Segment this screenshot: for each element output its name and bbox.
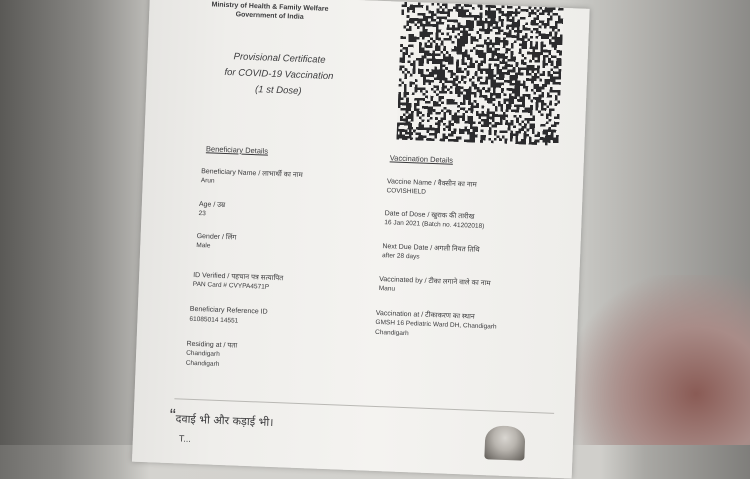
vaccinated-by-value: Manu [378, 285, 396, 293]
background-left [0, 0, 150, 445]
reference-id-value: 61085014 14551 [189, 315, 239, 325]
gender-value: Male [196, 241, 211, 250]
vaccinated-by-label: Vaccinated by / टीका लगाने वाले का नाम [378, 276, 491, 288]
vaccine-name-value: COVISHIELD [386, 187, 427, 196]
ministry-line2: Government of India [235, 11, 304, 21]
id-verified-value: PAN Card # CVYPA4571P [192, 280, 270, 291]
age-value: 23 [198, 210, 206, 218]
beneficiary-heading: Beneficiary Details [205, 144, 269, 156]
gender-label: Gender / लिंग [196, 232, 237, 242]
footer-more-text: T... [178, 433, 192, 444]
title-line3: (1 st Dose) [254, 84, 302, 97]
footer-quote: दवाई भी और कड़ाई भी। [175, 412, 274, 430]
title-line1: Provisional Certificate [233, 51, 326, 66]
dose-date-value: 16 Jan 2021 (Batch no. 41202018) [384, 219, 485, 231]
ministry-line1: Ministry of Health & Family Welfare [211, 1, 329, 13]
certificate-title [208, 48, 350, 101]
reference-id-label: Beneficiary Reference ID [189, 305, 268, 316]
title-line2: for COVID-19 Vaccination [224, 66, 334, 83]
vaccine-name-label: Vaccine Name / वैक्सीन का नाम [386, 178, 477, 189]
age-label: Age / उम्र [198, 201, 226, 210]
quote-mark: “ [169, 405, 177, 426]
qr-code [397, 2, 564, 146]
certificate-sheet [132, 0, 590, 479]
portrait-photo [484, 425, 525, 461]
ministry-header [211, 0, 329, 22]
vaccination-heading: Vaccination Details [389, 153, 454, 165]
background-right-bottom [570, 275, 750, 445]
next-due-label: Next Due Date / अगली नियत तिथि [382, 243, 480, 254]
beneficiary-name-value: Arun [200, 177, 215, 185]
vaccination-at-value-line1: GMSH 16 Pediatric Ward DH, Chandigarh [375, 318, 497, 331]
vaccination-at-value-line2: Chandigarh [374, 328, 409, 338]
residing-value-line1: Chandigarh [186, 349, 220, 358]
residing-value-line2: Chandigarh [185, 359, 220, 368]
residing-label: Residing at / पता [186, 340, 238, 350]
dose-date-label: Date of Dose / खुराक की तारीख [384, 210, 475, 221]
footer-divider [174, 398, 554, 414]
beneficiary-name-label: Beneficiary Name / लाभार्थी का नाम [201, 168, 303, 179]
id-verified-label: ID Verified / पहचान पत्र सत्यापित [193, 271, 284, 283]
vaccination-at-label: Vaccination at / टीकाकरण का स्थान [375, 309, 475, 321]
next-due-value: after 28 days [381, 252, 420, 261]
